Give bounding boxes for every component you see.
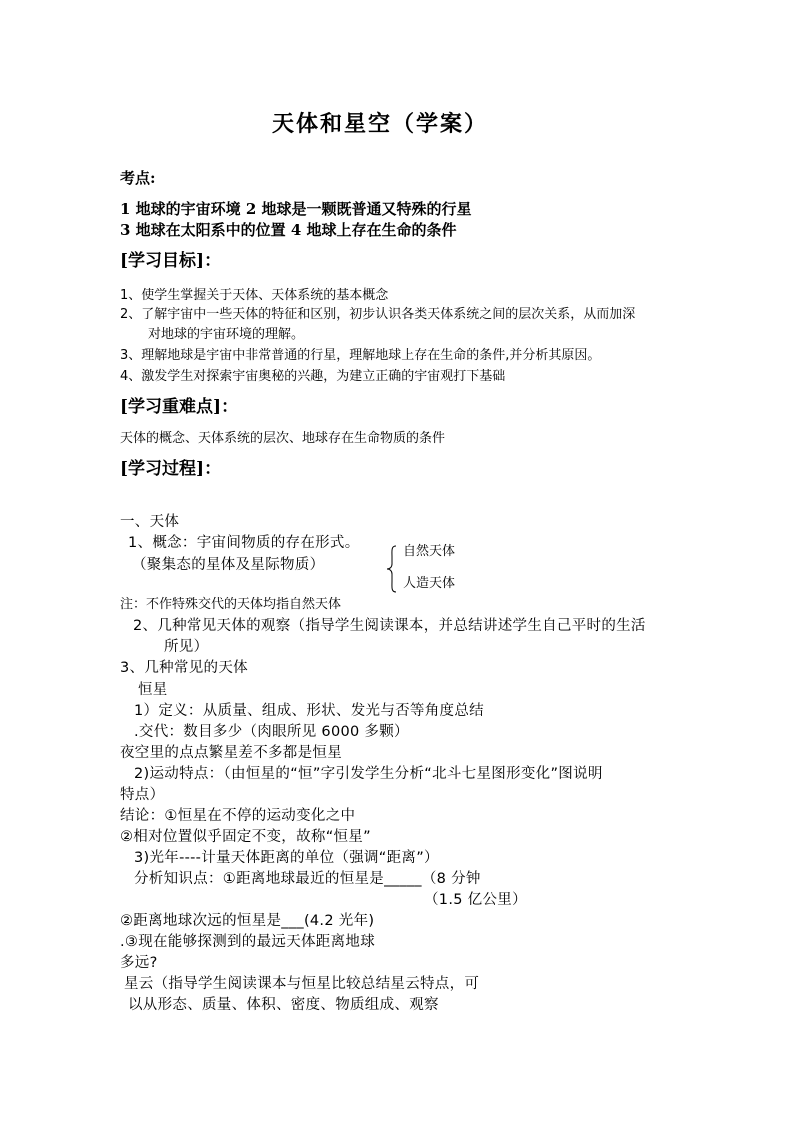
second-star-line: ②距离地球次远的恒星是___(4.2 光年) [120, 913, 375, 929]
page-title: 天体和星空（学案） [272, 111, 489, 137]
goal-item-2: 2、了解宇宙中一些天体的特征和区别，初步认识各类天体系统之间的层次关系，从而加深 [120, 307, 636, 322]
distance-km-line: （1.5 亿公里） [424, 892, 527, 908]
nearest-star-line: 分析知识点：①距离地球最近的恒星是_____（8 分钟 [134, 871, 481, 887]
goal-item-1: 1、使学生掌握关于天体、天体系统的基本概念 [120, 288, 389, 303]
difficulty-heading: [学习重难点]： [120, 397, 239, 417]
kaodian-line-2: 3 地球在太阳系中的位置 4 地球上存在生命的条件 [120, 221, 457, 239]
motion-line: 2)运动特点：（由恒星的“恒”字引发学生分析“北斗七星图形变化”图说明 [134, 766, 603, 782]
goal-item-3: 3、理解地球是宇宙中非常普通的行星，理解地球上存在生命的条件,并分析其原因。 [120, 348, 601, 363]
difficulty-text: 天体的概念、天体系统的层次、地球存在生命物质的条件 [120, 431, 446, 446]
count-line: .交代：数目多少（肉眼所见 6000 多颗） [134, 724, 409, 740]
farthest-body-line: .③现在能够探测到的最远天体距离地球 [120, 934, 376, 950]
observation-line-cont: 所见） [164, 639, 209, 655]
goal-item-2-cont: 对地球的宇宙环境的理解。 [148, 327, 305, 342]
process-heading: [学习过程]： [120, 459, 222, 479]
kaodian-heading: 考点: [120, 169, 156, 187]
hengxing-heading: 恒星 [138, 682, 168, 698]
how-far-line: 多远? [120, 955, 158, 971]
natural-body-label: 自然天体 [403, 544, 456, 559]
note-line: 注：不作特殊交代的天体均指自然天体 [120, 597, 342, 612]
motion-line-cont: 特点） [120, 787, 165, 803]
nebula-line-cont: 以从形态、质量、体积、密度、物质组成、观察 [128, 997, 439, 1013]
kaodian-line-1: 1 地球的宇宙环境 2 地球是一颗既普通又特殊的行星 [120, 200, 472, 218]
goals-heading: [学习目标]： [120, 251, 222, 271]
night-sky-line: 夜空里的点点繁星差不多都是恒星 [120, 745, 342, 761]
brace-icon [386, 545, 398, 593]
light-year-line: 3)光年----计量天体距离的单位（强调“距离”） [134, 850, 439, 866]
concept-note: （聚集态的星体及星际物质） [132, 557, 325, 573]
conclusion-line: 结论：①恒星在不停的运动变化之中 [120, 808, 356, 824]
concept-line: 1、概念：宇宙间物质的存在形式。 [128, 535, 360, 551]
section-heading-tianti: 一、天体 [120, 514, 180, 530]
artificial-body-label: 人造天体 [403, 576, 456, 591]
common-bodies-heading: 3、几种常见的天体 [120, 660, 248, 676]
nebula-line: 星云（指导学生阅读课本与恒星比较总结星云特点，可 [124, 976, 480, 992]
definition-line: 1）定义：从质量、组成、形状、发光与否等角度总结 [134, 703, 484, 719]
goal-item-4: 4、激发学生对探索宇宙奥秘的兴趣，为建立正确的宇宙观打下基础 [120, 369, 506, 384]
observation-line: 2、几种常见天体的观察（指导学生阅读课本，并总结讲述学生自己平时的生活 [133, 618, 646, 634]
conclusion-line-2: ②相对位置似乎固定不变，故称“恒星” [120, 829, 371, 845]
